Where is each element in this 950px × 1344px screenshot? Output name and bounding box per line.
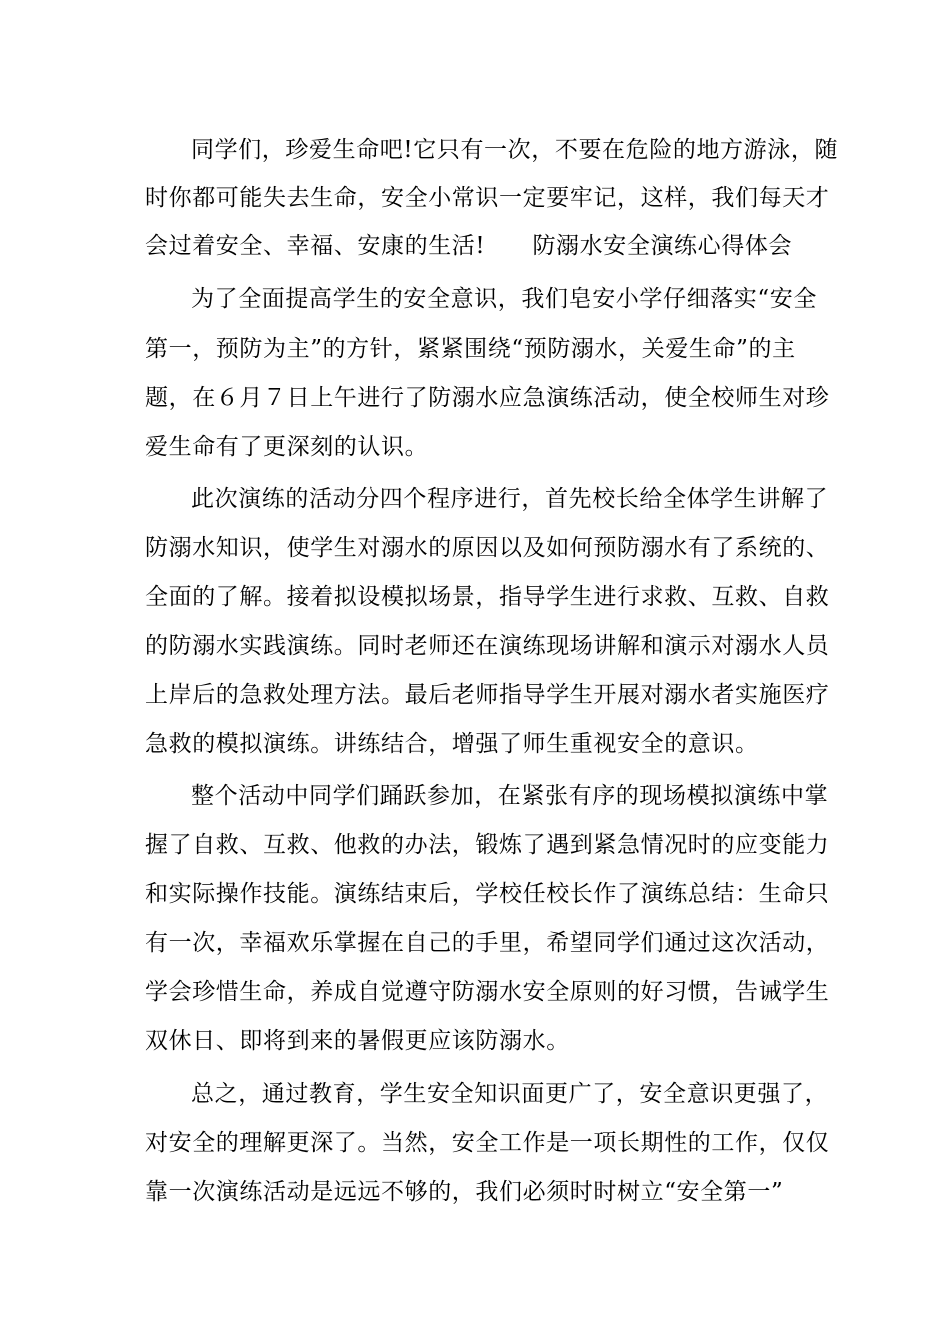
paragraph-1-line-1: 同学们，珍爱生命吧!它只有一次，不要在危险的地方游泳，随 — [191, 137, 839, 163]
paragraph-2-line-4: 爱生命有了更深刻的认识。 — [145, 434, 429, 460]
paragraph-3-line-3: 全面的了解。接着拟设模拟场景，指导学生进行求救、互救、自救 — [145, 584, 830, 610]
paragraph-2-line-2: 第一，预防为主”的方针，紧紧围绕“预防溺水，关爱生命”的主 — [145, 336, 796, 362]
paragraph-3-line-6: 急救的模拟演练。讲练结合，增强了师生重视安全的意识。 — [145, 731, 759, 757]
paragraph-3-line-4: 的防溺水实践演练。同时老师还在演练现场讲解和演示对溺水人员 — [145, 633, 830, 659]
paragraph-3-line-2: 防溺水知识，使学生对溺水的原因以及如何预防溺水有了系统的、 — [145, 535, 830, 561]
paragraph-5-line-3: 靠一次演练活动是远远不够的，我们必须时时树立“安全第一” — [145, 1179, 784, 1205]
paragraph-2-line-3: 题，在６月７日上午进行了防溺水应急演练活动，使全校师生对珍 — [145, 385, 830, 411]
paragraph-4-line-6: 双休日、即将到来的暑假更应该防溺水。 — [145, 1028, 570, 1054]
paragraph-1-line-3: 会过着安全、幸福、安康的生活! 防溺水安全演练心得体会 — [145, 233, 793, 259]
paragraph-4-line-5: 学会珍惜生命，养成自觉遵守防溺水安全原则的好习惯，告诫学生 — [145, 979, 830, 1005]
paragraph-4-line-3: 和实际操作技能。演练结束后，学校任校长作了演练总结：生命只 — [145, 881, 830, 907]
paragraph-3-line-5: 上岸后的急救处理方法。最后老师指导学生开展对溺水者实施医疗 — [145, 682, 830, 708]
paragraph-4-line-2: 握了自救、互救、他救的办法，锻炼了遇到紧急情况时的应变能力 — [145, 832, 830, 858]
paragraph-4-line-1: 整个活动中同学们踊跃参加，在紧张有序的现场模拟演练中掌 — [191, 783, 829, 809]
paragraph-5-line-1: 总之，通过教育，学生安全知识面更广了，安全意识更强了， — [191, 1081, 829, 1107]
paragraph-3-line-1: 此次演练的活动分四个程序进行，首先校长给全体学生讲解了 — [191, 486, 829, 512]
paragraph-2-line-1: 为了全面提高学生的安全意识，我们皂安小学仔细落实“安全 — [191, 286, 817, 312]
paragraph-5-line-2: 对安全的理解更深了。当然，安全工作是一项长期性的工作，仅仅 — [145, 1130, 830, 1156]
paragraph-1-line-2: 时你都可能失去生命，安全小常识一定要牢记，这样，我们每天才 — [145, 185, 830, 211]
paragraph-4-line-4: 有一次，幸福欢乐掌握在自己的手里，希望同学们通过这次活动， — [145, 930, 830, 956]
